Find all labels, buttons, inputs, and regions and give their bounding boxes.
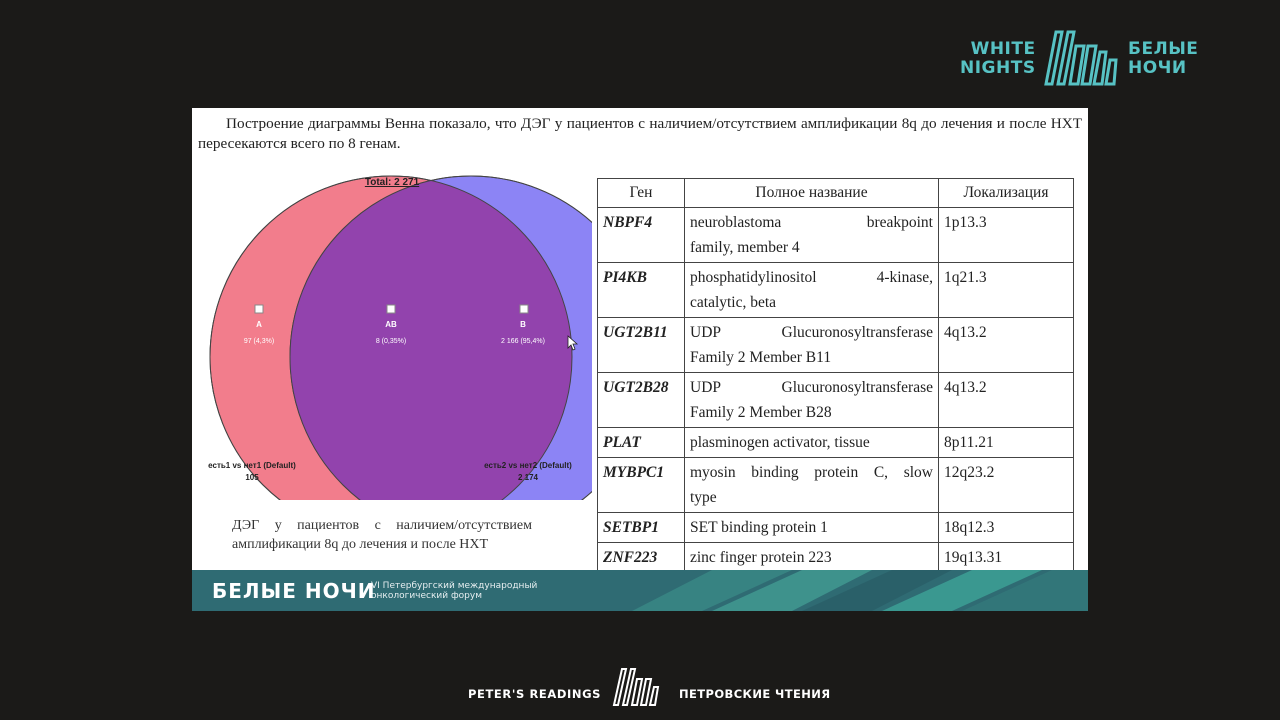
venn-diagram	[192, 170, 592, 500]
gene-symbol: PLAT	[598, 428, 685, 458]
gene-location: 19q13.31	[939, 543, 1074, 573]
header-location: Локализация	[939, 179, 1074, 208]
gene-full-name	[685, 513, 939, 543]
gene-name-line2: family, member 4	[690, 239, 800, 256]
peters-readings-label: PETER'S READINGS	[468, 687, 602, 701]
table-row	[598, 543, 1074, 573]
gene-symbol: MYBPC1	[598, 458, 685, 513]
region-ab-letter: AB	[385, 320, 397, 329]
region-ab-value: 8 (0,35%)	[375, 338, 407, 345]
region-a-value: 97 (4,3%)	[243, 338, 275, 345]
gene-symbol: UGT2B28	[598, 373, 685, 428]
table-row	[598, 428, 1074, 458]
gene-name-line2: type	[690, 489, 717, 506]
table-header-row	[598, 179, 1074, 208]
table-row	[598, 208, 1074, 263]
venn-caption: ДЭГ у пациентов с наличием/отсутствием амплификации 8q до лечения и после НХТ	[232, 518, 532, 552]
gene-name-line2: Family 2 Member B28	[690, 404, 832, 421]
gene-location: 12q23.2	[939, 458, 1074, 513]
gene-full-name	[685, 428, 939, 458]
venn-total-label: Total: 2 271	[364, 177, 420, 188]
header-gene: Ген	[598, 179, 685, 208]
gene-name-line1: zinc finger protein 223	[690, 549, 832, 566]
gene-name-line1: myosin binding protein C, slow	[690, 464, 933, 481]
footer-title: БЕЛЫЕ НОЧИ	[212, 579, 376, 603]
table-row	[598, 318, 1074, 373]
gene-name-line1: UDP Glucuronosyltransferase	[690, 324, 933, 341]
brand-left-line2: NIGHTS	[960, 58, 1036, 78]
gene-name-line1: plasminogen activator, tissue	[690, 434, 870, 451]
gene-location: 1q21.3	[939, 263, 1074, 318]
brand-white-nights	[960, 40, 1036, 78]
gene-location: 1p13.3	[939, 208, 1074, 263]
gene-location: 4q13.2	[939, 373, 1074, 428]
gene-full-name	[685, 318, 939, 373]
gene-symbol: SETBP1	[598, 513, 685, 543]
petrovskie-chteniya-label: ПЕТРОВСКИЕ ЧТЕНИЯ	[679, 687, 831, 701]
header-full-name: Полное название	[685, 179, 939, 208]
gene-full-name	[685, 458, 939, 513]
table-row	[598, 458, 1074, 513]
genes-table	[597, 178, 1074, 573]
region-b-value: 2 166 (95,4%)	[501, 338, 545, 345]
presentation-slide	[192, 108, 1088, 611]
region-a-letter: A	[256, 320, 262, 329]
brand-right-line1: БЕЛЫЕ	[1128, 39, 1199, 59]
gene-symbol: UGT2B11	[598, 318, 685, 373]
gene-name-line1: neuroblastoma breakpoint	[690, 214, 933, 231]
region-b-marker	[520, 305, 528, 313]
table-row	[598, 513, 1074, 543]
gene-name-line2: Family 2 Member B11	[690, 349, 832, 366]
region-b-letter: B	[520, 320, 526, 329]
gene-name-line2: catalytic, beta	[690, 294, 777, 311]
gene-location: 8p11.21	[939, 428, 1074, 458]
gene-full-name	[685, 373, 939, 428]
slide-footer-banner	[192, 570, 1088, 611]
gene-name-line1: UDP Glucuronosyltransferase	[690, 379, 933, 396]
gene-name-line1: SET binding protein 1	[690, 519, 828, 536]
gene-symbol: PI4KB	[598, 263, 685, 318]
venn-left-set-count: 105	[245, 473, 259, 482]
footer-subtitle: VI Петербургский международный онкологический форум	[371, 581, 538, 601]
brand-logo-top	[958, 26, 1208, 90]
gene-name-line1: phosphatidylinositol 4-kinase,	[690, 269, 933, 286]
peters-readings-logo-icon	[610, 665, 666, 707]
slide-intro-text: Построение диаграммы Венна показало, что ДЭГ у пациентов с наличием/отсутствием амплификации 8q до лечения и после НХТ пересекаются всего по 8 генам.	[198, 115, 1082, 152]
brand-right-line2: НОЧИ	[1128, 58, 1187, 78]
white-nights-logo-icon	[1040, 26, 1124, 88]
gene-location: 4q13.2	[939, 318, 1074, 373]
venn-right-set-count: 2 174	[517, 473, 539, 482]
gene-location: 18q12.3	[939, 513, 1074, 543]
gene-symbol: ZNF223	[598, 543, 685, 573]
gene-full-name	[685, 263, 939, 318]
gene-full-name	[685, 208, 939, 263]
gene-symbol: NBPF4	[598, 208, 685, 263]
table-row	[598, 373, 1074, 428]
brand-belye-nochi	[1128, 40, 1198, 78]
venn-left-set-name: есть1 vs нет1 (Default)	[208, 461, 296, 470]
brand-left-line1: WHITE	[970, 39, 1036, 59]
gene-full-name	[685, 543, 939, 573]
region-ab-marker	[387, 305, 395, 313]
region-a-marker	[255, 305, 263, 313]
venn-right-set-name: есть2 vs нет2 (Default)	[484, 461, 572, 470]
table-row	[598, 263, 1074, 318]
